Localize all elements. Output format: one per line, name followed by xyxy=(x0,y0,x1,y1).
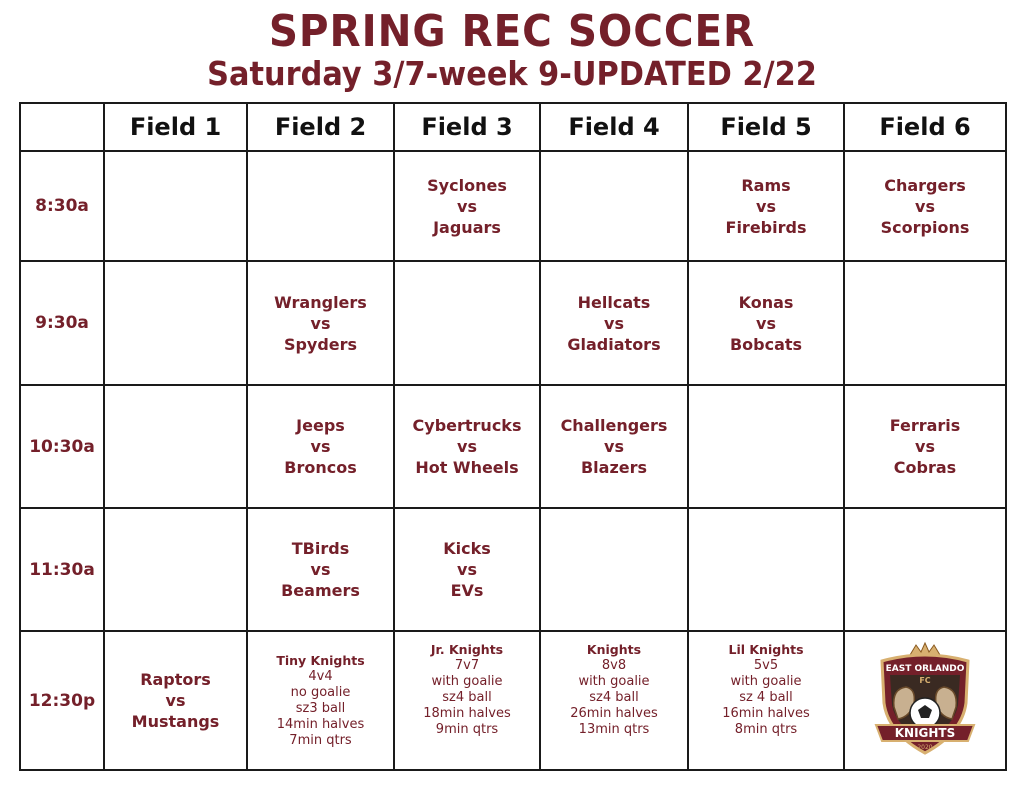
home-team: Kicks xyxy=(443,539,491,558)
home-team: Jeeps xyxy=(296,416,345,435)
east-orlando-knights-logo xyxy=(866,641,984,761)
empty-cell xyxy=(688,385,844,508)
division-rule: 14min halves xyxy=(276,716,365,732)
division-rule: 9min qtrs xyxy=(435,721,499,737)
away-team: Cobras xyxy=(893,458,957,477)
empty-cell xyxy=(844,508,1006,631)
division-rule: sz 4 ball xyxy=(739,689,793,705)
away-team: Bobcats xyxy=(729,334,803,354)
match-cell xyxy=(688,151,844,261)
field-header: Field 1 xyxy=(104,103,247,151)
home-team: Hellcats xyxy=(577,292,651,312)
division-rule: 7min qtrs xyxy=(289,732,352,748)
vs-label: vs xyxy=(457,437,477,456)
schedule-row xyxy=(20,261,1006,385)
division-rule: with goalie xyxy=(578,673,650,689)
time-slot: 11:30a xyxy=(20,508,104,631)
away-team: Beamers xyxy=(281,581,360,600)
logo-top-text: EAST ORLANDO xyxy=(885,663,965,674)
vs-label: vs xyxy=(915,196,935,216)
home-team: Rams xyxy=(741,175,791,195)
home-team: Challengers xyxy=(560,416,668,435)
division-rule: with goalie xyxy=(730,673,802,689)
logo-year-text: 2020 xyxy=(917,743,933,751)
vs-label: vs xyxy=(604,437,624,456)
match-cell xyxy=(394,508,540,631)
division-rule: no goalie xyxy=(290,684,351,700)
home-team: Cybertrucks xyxy=(412,416,522,435)
empty-cell xyxy=(104,385,247,508)
away-team: Scorpions xyxy=(880,217,970,237)
home-team: Chargers xyxy=(884,175,966,195)
division-rule: with goalie xyxy=(431,673,503,689)
away-team: Jaguars xyxy=(433,217,501,237)
empty-cell xyxy=(104,151,247,261)
division-cell xyxy=(540,631,688,770)
vs-label: vs xyxy=(165,691,186,710)
schedule-row xyxy=(20,385,1006,508)
field-header: Field 3 xyxy=(394,103,540,151)
match-cell xyxy=(247,508,394,631)
time-slot: 9:30a xyxy=(20,261,104,385)
field-header: Field 6 xyxy=(844,103,1006,151)
away-team: Mustangs xyxy=(131,712,220,731)
division-name: Knights xyxy=(586,641,642,657)
field-header: Field 4 xyxy=(540,103,688,151)
vs-label: vs xyxy=(756,313,776,333)
away-team: Gladiators xyxy=(567,334,661,354)
division-rule: 8min qtrs xyxy=(734,721,798,737)
match-cell xyxy=(688,261,844,385)
match-cell xyxy=(247,385,394,508)
division-rule: 26min halves xyxy=(570,705,658,721)
schedule-table xyxy=(19,102,1007,771)
logo-cell xyxy=(844,631,1006,770)
time-slot: 10:30a xyxy=(20,385,104,508)
match-cell xyxy=(540,261,688,385)
field-header: Field 5 xyxy=(688,103,844,151)
vs-label: vs xyxy=(310,437,331,456)
away-team: EVs xyxy=(450,581,484,600)
division-name: Lil Knights xyxy=(728,641,804,657)
away-team: Broncos xyxy=(284,458,357,477)
vs-label: vs xyxy=(310,313,331,333)
time-slot: 12:30p xyxy=(20,631,104,770)
match-cell xyxy=(247,261,394,385)
division-rule: sz3 ball xyxy=(295,700,346,716)
division-name: Tiny Knights xyxy=(276,652,365,668)
division-rule: 8v8 xyxy=(601,657,627,673)
page-subtitle: Saturday 3/7-week 9-UPDATED 2/22 xyxy=(207,54,817,93)
division-rule: 16min halves xyxy=(722,705,810,721)
vs-label: vs xyxy=(310,560,331,579)
home-team: Ferraris xyxy=(889,416,961,435)
empty-cell xyxy=(688,508,844,631)
vs-label: vs xyxy=(457,560,477,579)
division-cell xyxy=(394,631,540,770)
division-rule: 18min halves xyxy=(423,705,511,721)
away-team: Blazers xyxy=(580,458,648,477)
division-rule: 7v7 xyxy=(454,657,480,673)
vs-label: vs xyxy=(457,196,477,216)
empty-cell xyxy=(540,508,688,631)
division-cell xyxy=(688,631,844,770)
empty-cell xyxy=(247,151,394,261)
home-team: Raptors xyxy=(140,670,211,689)
vs-label: vs xyxy=(604,313,624,333)
logo-fc-text: FC xyxy=(919,675,931,685)
home-team: Konas xyxy=(738,292,794,312)
away-team: Hot Wheels xyxy=(415,458,519,477)
empty-cell xyxy=(104,261,247,385)
division-rule: sz4 ball xyxy=(589,689,639,705)
schedule-row xyxy=(20,151,1006,261)
empty-cell xyxy=(844,261,1006,385)
field-header: Field 2 xyxy=(247,103,394,151)
match-cell xyxy=(104,631,247,770)
vs-label: vs xyxy=(915,437,935,456)
page-title: SPRING REC SOCCER xyxy=(268,6,756,57)
field-header-row xyxy=(20,103,1006,151)
empty-cell xyxy=(540,151,688,261)
division-cell xyxy=(247,631,394,770)
schedule-row xyxy=(20,508,1006,631)
home-team: Syclones xyxy=(427,175,507,195)
vs-label: vs xyxy=(756,196,776,216)
empty-cell xyxy=(394,261,540,385)
empty-cell xyxy=(104,508,247,631)
match-cell xyxy=(844,385,1006,508)
home-team: Wranglers xyxy=(274,292,367,312)
away-team: Spyders xyxy=(283,334,358,354)
match-cell xyxy=(394,151,540,261)
home-team: TBirds xyxy=(291,539,350,558)
match-cell xyxy=(540,385,688,508)
division-rule: sz4 ball xyxy=(442,689,492,705)
match-cell xyxy=(844,151,1006,261)
division-rule: 4v4 xyxy=(308,668,333,684)
match-cell xyxy=(394,385,540,508)
corner-cell xyxy=(20,103,104,151)
division-name: Jr. Knights xyxy=(430,641,504,657)
away-team: Firebirds xyxy=(725,217,807,237)
division-rule: 5v5 xyxy=(753,657,779,673)
division-rule: 13min qtrs xyxy=(578,721,650,737)
time-slot: 8:30a xyxy=(20,151,104,261)
logo-banner-text: KNIGHTS xyxy=(894,725,956,740)
schedule-row xyxy=(20,631,1006,770)
